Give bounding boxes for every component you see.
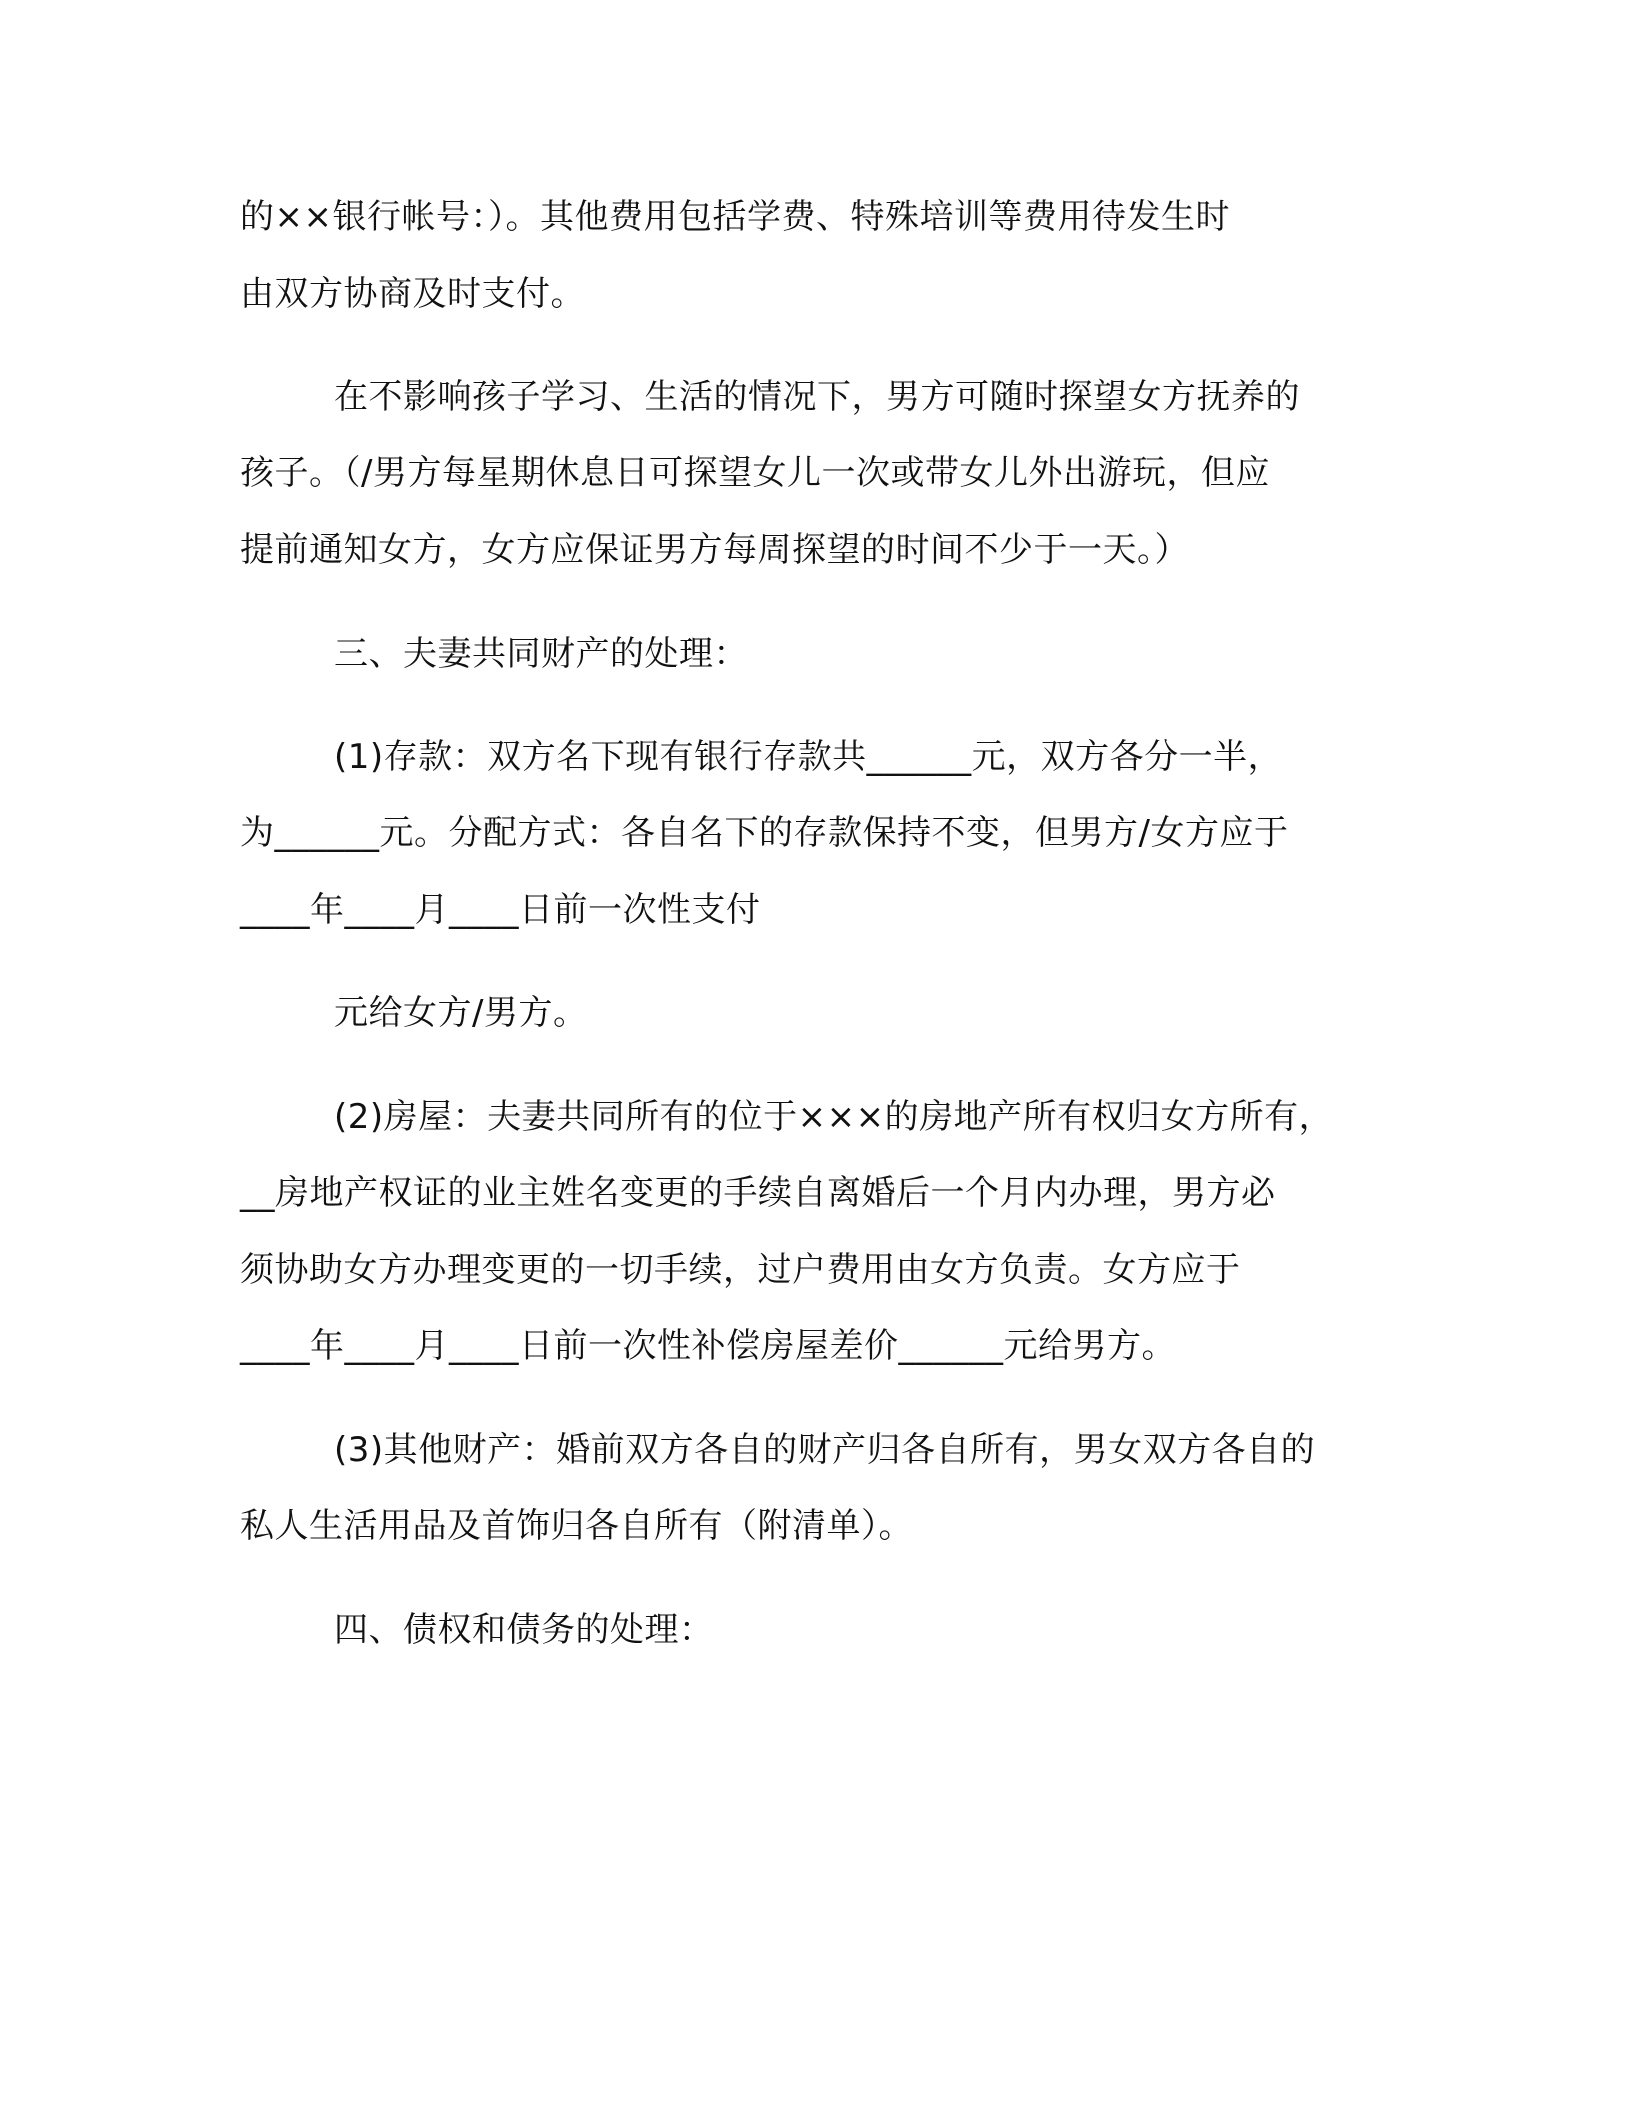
text-line: 私人生活用品及首饰归各自所有（附清单）。 — [240, 1506, 913, 1546]
paragraph-visitation: 在不影响孩子学习、生活的情况下，男方可随时探望女方抚养的 — [334, 377, 1300, 417]
text-line: 须协助女方办理变更的一切手续，过户费用由女方负责。女方应于 — [240, 1250, 1241, 1290]
section-heading-3: 三、夫妻共同财产的处理： — [334, 634, 748, 674]
text-line: ____年____月____日前一次性支付 — [240, 890, 761, 930]
text-line: ____年____月____日前一次性补偿房屋差价______元给男方。 — [240, 1326, 1176, 1366]
text-line: 孩子。（/男方每星期休息日可探望女儿一次或带女儿外出游玩，但应 — [240, 453, 1270, 493]
clause-deposit: (1)存款：双方名下现有银行存款共______元，双方各分一半， — [334, 737, 1283, 777]
text-line: 为______元。分配方式：各自名下的存款保持不变，但男方/女方应于 — [240, 813, 1289, 853]
text-line: 的××银行帐号：）。其他费用包括学费、特殊培训等费用待发生时 — [240, 197, 1230, 237]
text-line: 元给女方/男方。 — [334, 993, 588, 1033]
clause-other-property: (3)其他财产：婚前双方各自的财产归各自所有，男女双方各自的 — [334, 1430, 1316, 1470]
text-line: 提前通知女方，女方应保证男方每周探望的时间不少于一天。） — [240, 530, 1189, 570]
section-heading-4: 四、债权和债务的处理： — [334, 1610, 714, 1650]
text-line: __房地产权证的业主姓名变更的手续自离婚后一个月内办理，男方必 — [240, 1173, 1276, 1213]
text-line: 由双方协商及时支付。 — [240, 274, 585, 314]
clause-house: (2)房屋：夫妻共同所有的位于×××的房地产所有权归女方所有， — [334, 1097, 1334, 1137]
